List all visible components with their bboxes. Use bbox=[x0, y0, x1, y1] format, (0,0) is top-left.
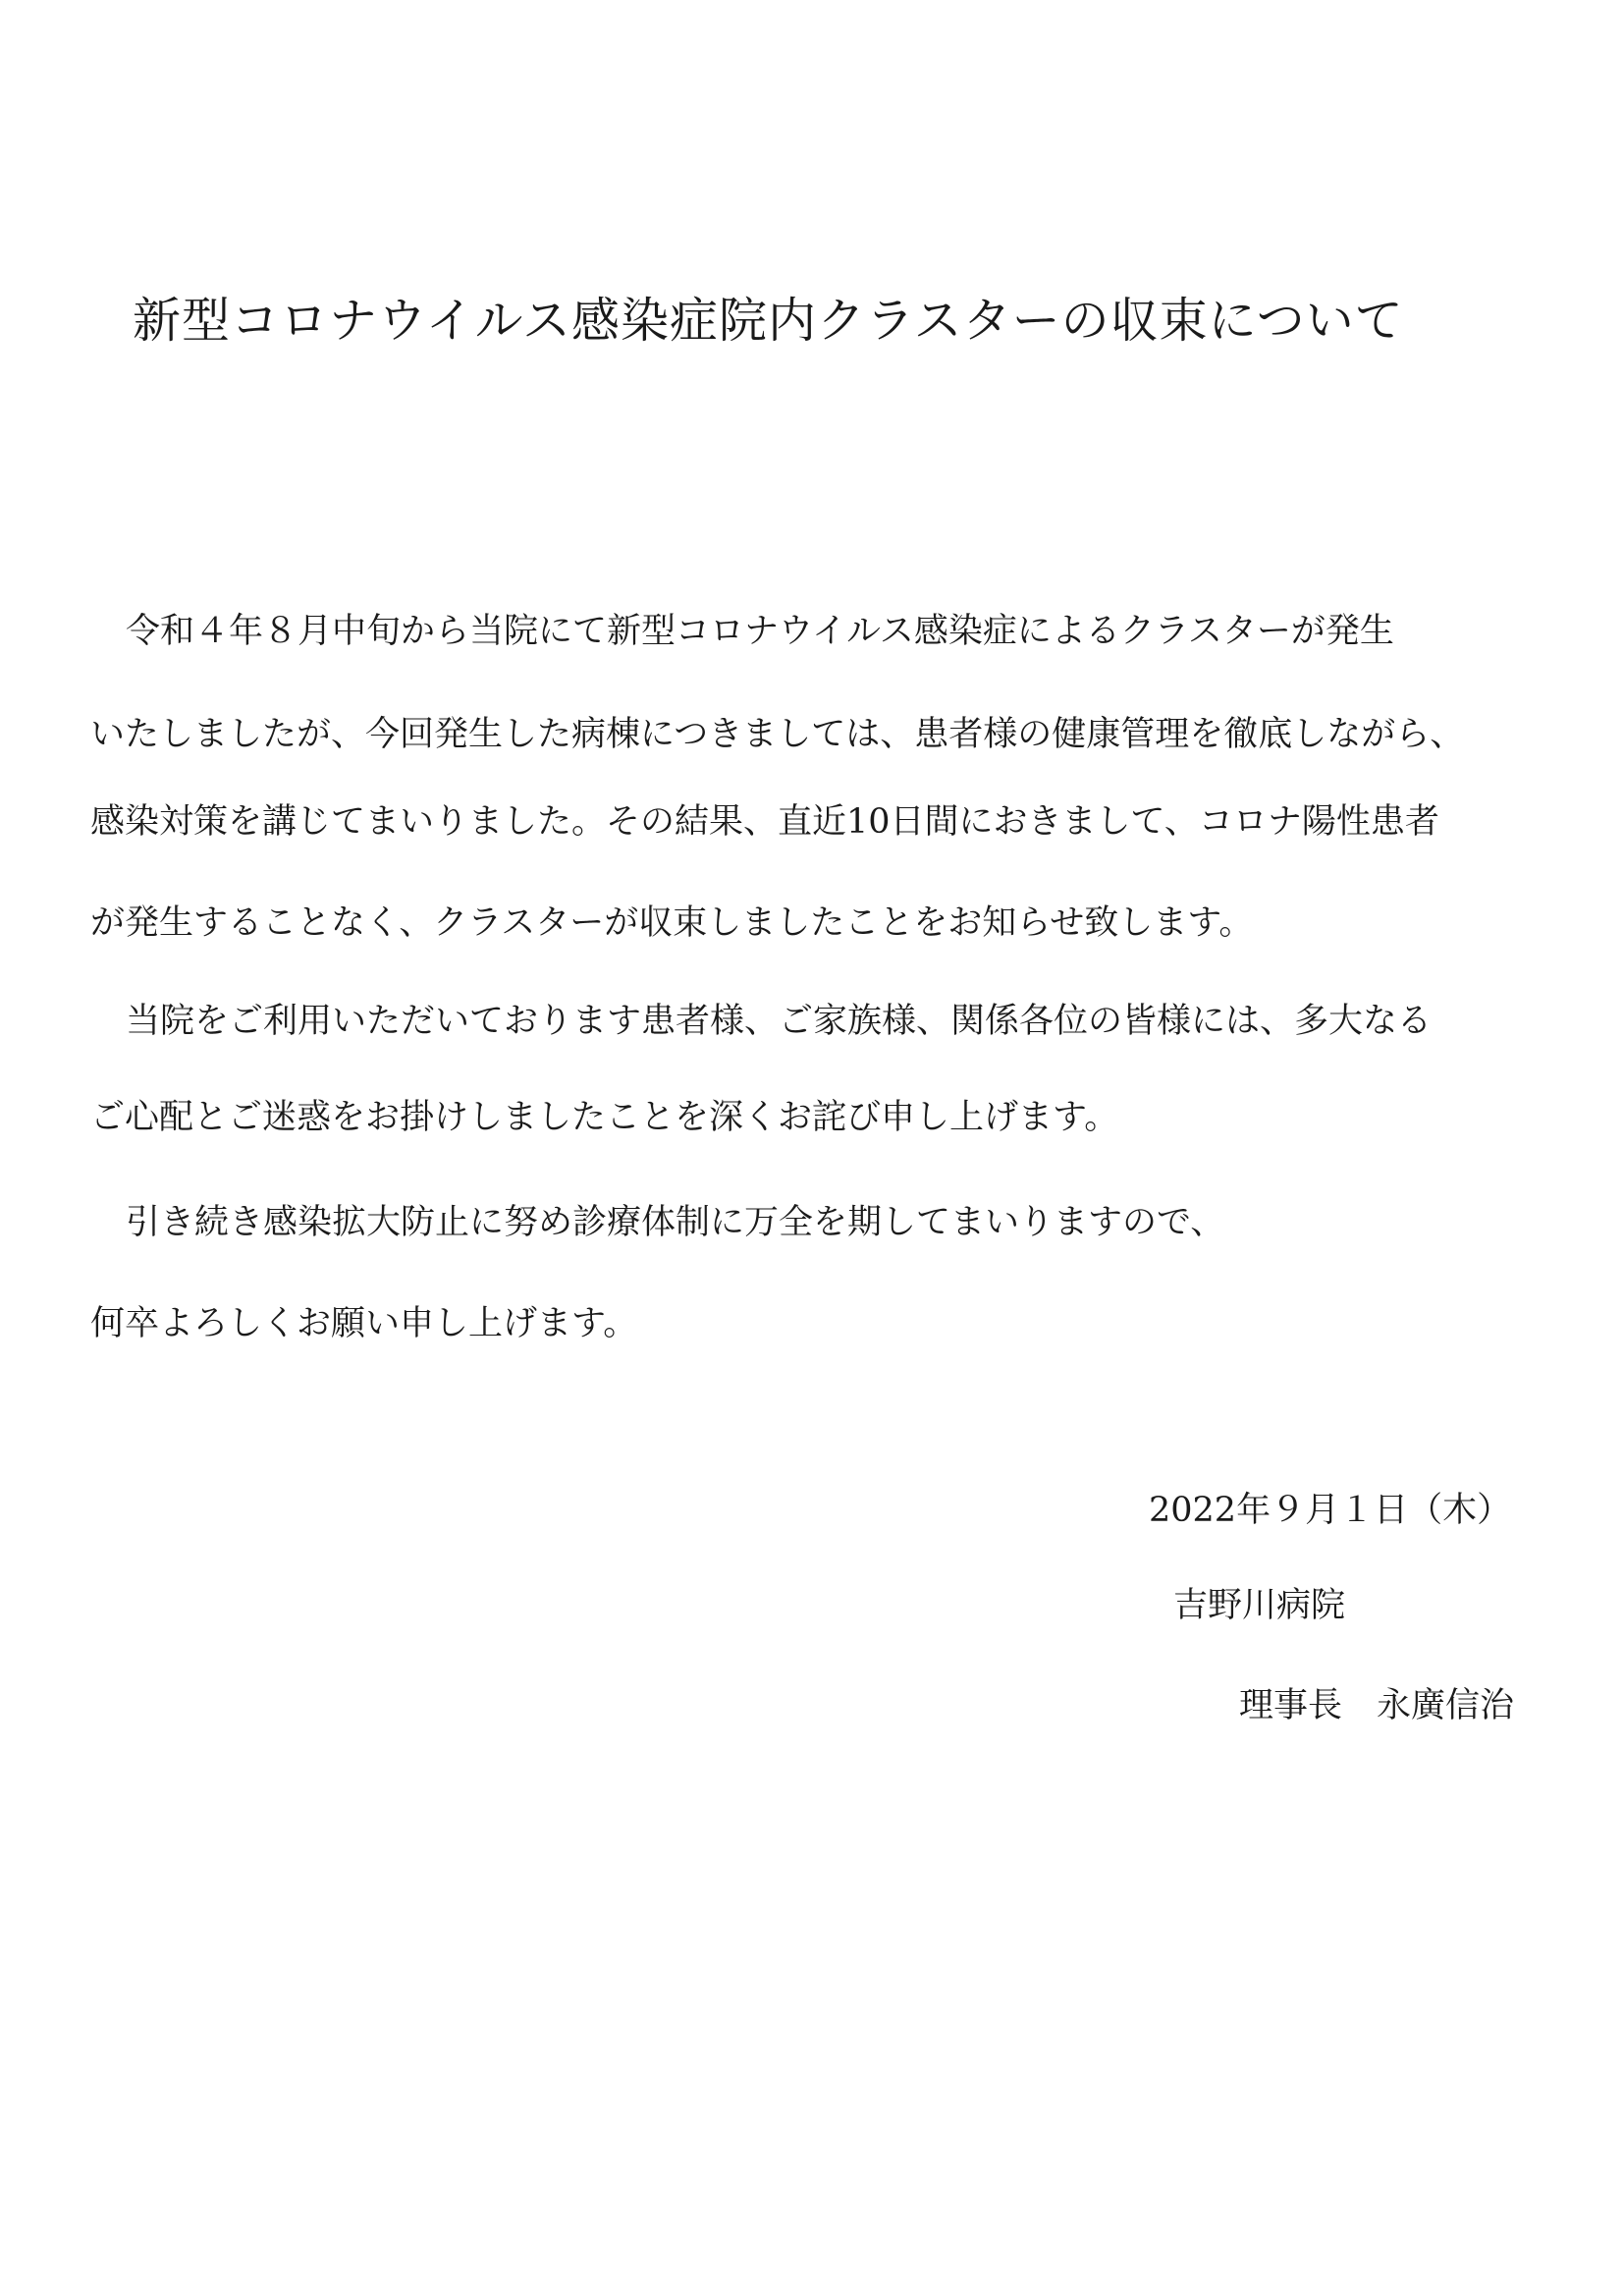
body-line-7: 引き続き感染拡大防止に努め診療体制に万全を期してまいりますので、 bbox=[126, 1203, 1225, 1242]
document-title: 新型コロナウイルス感染症院内クラスターの収束について bbox=[133, 293, 1404, 349]
body-line-3: 感染対策を講じてまいりました。その結果、直近10日間におきまして、コロナ陽性患者 bbox=[90, 802, 1439, 842]
body-line-2: いたしましたが、今回発生した病棟につきましては、患者様の健康管理を徹底しながら、 bbox=[90, 715, 1465, 754]
organization-name: 吉野川病院 bbox=[1173, 1586, 1346, 1625]
document-date: 2022年９月１日（木） bbox=[1149, 1491, 1512, 1530]
body-line-8: 何卒よろしくお願い申し上げます。 bbox=[90, 1304, 638, 1343]
body-line-6: ご心配とご迷惑をお掛けしましたことを深くお詫び申し上げます。 bbox=[90, 1098, 1119, 1137]
body-line-4: が発生することなく、クラスターが収束しましたことをお知らせ致します。 bbox=[90, 903, 1254, 943]
body-line-5: 当院をご利用いただいております患者様、ご家族様、関係各位の皆様には、多大なる bbox=[126, 1002, 1433, 1041]
signatory-name: 理事長 永廣信治 bbox=[1239, 1686, 1515, 1725]
body-line-1: 令和４年８月中旬から当院にて新型コロナウイルス感染症によるクラスターが発生 bbox=[126, 612, 1394, 651]
